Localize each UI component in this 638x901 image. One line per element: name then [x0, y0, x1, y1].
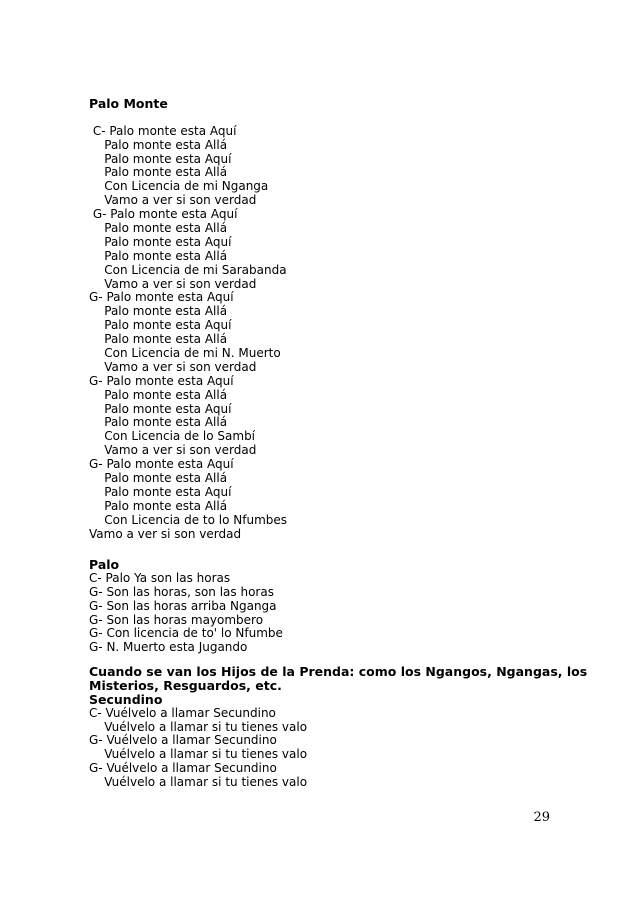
- lyric-line: G- Son las horas, son las horas: [89, 584, 274, 599]
- lyric-line: G- Palo monte esta Aquí: [89, 207, 238, 222]
- lyric-line: Palo monte esta Aquí: [89, 151, 232, 166]
- lyric-line: Palo monte esta Allá: [89, 221, 228, 236]
- lyric-line: Palo monte esta Allá: [89, 165, 228, 180]
- section-title-palo: Palo: [89, 557, 120, 572]
- lyric-line: Palo monte esta Allá: [89, 471, 228, 486]
- lyric-line: Vamo a ver si son verdad: [89, 526, 242, 541]
- page-number: 29: [533, 810, 550, 825]
- lyric-line: Vamo a ver si son verdad: [89, 443, 257, 458]
- lyric-line: Con Licencia de lo Sambí: [89, 429, 256, 444]
- section-secundino: [89, 664, 588, 790]
- lyric-line: Palo monte esta Allá: [89, 332, 228, 347]
- lyric-line: G- Con licencia de to' lo Nfumbe: [89, 626, 283, 641]
- lyric-line: Palo monte esta Allá: [89, 415, 228, 430]
- section-subtitle-secundino: Secundino: [89, 691, 163, 707]
- lyric-line: Palo monte esta Aquí: [89, 318, 232, 333]
- section-palo: [89, 558, 569, 655]
- lyric-line: G- Vuélvelo a llamar Secundino: [89, 733, 277, 748]
- lyric-line: Palo monte esta Allá: [89, 387, 228, 402]
- lyric-line: Palo monte esta Allá: [89, 137, 228, 152]
- lyric-line: Palo monte esta Allá: [89, 248, 228, 263]
- lyric-line: Palo monte esta Allá: [89, 304, 228, 319]
- lyric-line: G- Son las horas mayombero: [89, 612, 264, 627]
- section-palo-monte: [89, 97, 569, 542]
- lyric-line: Con Licencia de mi Nganga: [89, 179, 269, 194]
- lyric-line: G- Son las horas arriba Nganga: [89, 598, 277, 613]
- section-title-prenda-cont: Misterios, Resguardos, etc.: [89, 677, 282, 693]
- lyric-line: Vamo a ver si son verdad: [89, 359, 257, 374]
- blank-line: [89, 111, 569, 125]
- lyric-line: Vuélvelo a llamar si tu tienes valo: [89, 719, 308, 734]
- lyric-line: Con Licencia de to lo Nfumbes: [89, 512, 288, 527]
- lyric-line: Palo monte esta Allá: [89, 498, 228, 513]
- section-title-prenda: Cuando se van los Hijos de la Prenda: como los Ngangos, Ngangas, los: [89, 664, 588, 679]
- lyric-line: Palo monte esta Aquí: [89, 401, 232, 416]
- lyric-line: C- Palo Ya son las horas: [89, 570, 231, 585]
- lyric-line: G- Vuélvelo a llamar Secundino: [89, 761, 277, 776]
- lyric-line: G- Palo monte esta Aquí: [89, 290, 234, 305]
- lyric-line: Vuélvelo a llamar si tu tienes valo: [89, 747, 308, 762]
- lyric-line: Con Licencia de mi Sarabanda: [89, 262, 287, 277]
- lyric-line: G- Palo monte esta Aquí: [89, 457, 234, 472]
- lyric-line: Vamo a ver si son verdad: [89, 276, 257, 291]
- lyric-line: Vamo a ver si son verdad: [89, 193, 257, 208]
- lyric-line: G- Palo monte esta Aquí: [89, 373, 234, 388]
- lyric-line: C- Vuélvelo a llamar Secundino: [89, 705, 276, 720]
- lyric-line: Palo monte esta Aquí: [89, 484, 232, 499]
- lyric-line: Con Licencia de mi N. Muerto: [89, 346, 281, 361]
- lyric-line: C- Palo monte esta Aquí: [89, 123, 237, 138]
- lyric-line: Palo monte esta Aquí: [89, 234, 232, 249]
- section-title-palo-monte: Palo Monte: [89, 96, 168, 111]
- lyric-line: Vuélvelo a llamar si tu tienes valo: [89, 775, 308, 790]
- lyric-line: G- N. Muerto esta Jugando: [89, 640, 248, 655]
